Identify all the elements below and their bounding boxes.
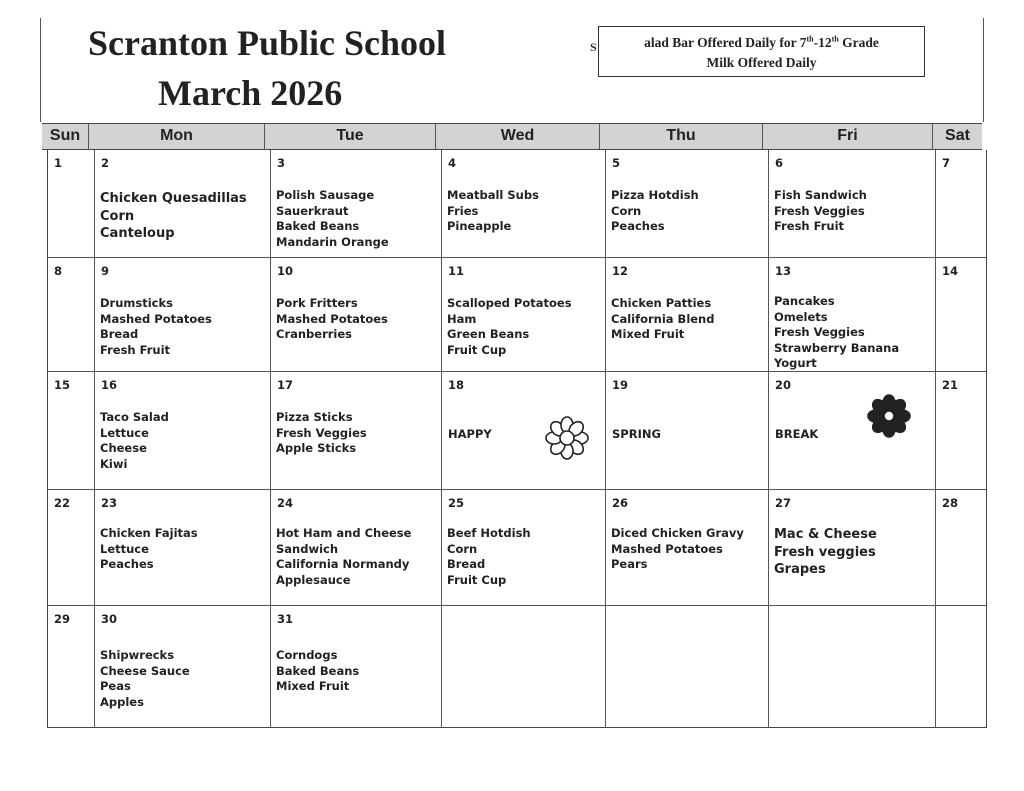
menu-list bbox=[276, 410, 438, 457]
day-cell bbox=[935, 258, 988, 371]
menu-item: Polish Sausage bbox=[276, 188, 375, 202]
month-title: March 2026 bbox=[158, 73, 343, 113]
day-number: 22 bbox=[54, 496, 71, 510]
week-row bbox=[48, 490, 986, 606]
menu-item: Mixed Fruit bbox=[611, 327, 685, 341]
menu-item: Meatball Subs bbox=[447, 188, 539, 202]
menu-item: Diced Chicken Gravy bbox=[611, 526, 744, 540]
weekday-fri: Fri bbox=[762, 124, 932, 149]
menu-item: Cheese bbox=[100, 441, 147, 455]
day-number: 6 bbox=[775, 156, 784, 170]
menu-list bbox=[611, 526, 765, 573]
menu-item: Apples bbox=[100, 694, 144, 709]
menu-item: California Blend bbox=[611, 311, 715, 326]
menu-item: Pizza Hotdish bbox=[611, 188, 699, 202]
menu-item: Fresh Veggies bbox=[774, 325, 865, 339]
day-cell bbox=[94, 150, 270, 257]
menu-item: Mashed Potatoes bbox=[276, 311, 388, 326]
menu-item: Fresh Fruit bbox=[100, 342, 171, 357]
day-cell bbox=[48, 372, 94, 489]
day-cell bbox=[441, 606, 605, 728]
menu-item: Sauerkraut bbox=[276, 203, 349, 218]
day-number: 29 bbox=[54, 612, 71, 626]
day-cell bbox=[48, 606, 94, 728]
day-cell bbox=[270, 150, 441, 257]
day-number: 3 bbox=[277, 156, 286, 170]
menu-item: Fresh Fruit bbox=[774, 219, 845, 233]
weekday-header-row bbox=[42, 123, 982, 150]
menu-list bbox=[774, 526, 932, 579]
menu-list bbox=[611, 296, 765, 343]
day-cell bbox=[768, 372, 935, 489]
weekday-wed: Wed bbox=[435, 124, 599, 149]
day-number: 1 bbox=[54, 156, 63, 170]
menu-item: Lettuce bbox=[100, 425, 149, 440]
holiday-label: HAPPY bbox=[448, 427, 492, 441]
menu-list bbox=[276, 188, 438, 250]
day-number: 28 bbox=[942, 496, 959, 510]
day-cell bbox=[605, 150, 768, 257]
week-row bbox=[48, 372, 986, 490]
menu-item: Chicken Quesadillas bbox=[100, 191, 247, 206]
menu-item: Chicken Fajitas bbox=[100, 526, 198, 540]
menu-item: Hot Ham and Cheese bbox=[276, 526, 412, 540]
menu-item: Baked Beans bbox=[276, 663, 360, 678]
menu-item: Kiwi bbox=[100, 456, 128, 471]
day-cell bbox=[94, 606, 270, 728]
menu-item: Mac & Cheese bbox=[774, 527, 877, 542]
day-number: 30 bbox=[101, 612, 118, 626]
day-cell bbox=[270, 258, 441, 371]
day-cell bbox=[441, 150, 605, 257]
day-cell bbox=[605, 258, 768, 371]
day-number: 9 bbox=[101, 264, 110, 278]
day-cell bbox=[94, 258, 270, 371]
menu-item: Apple Sticks bbox=[276, 441, 357, 455]
menu-item: Canteloup bbox=[100, 226, 175, 241]
day-number: 11 bbox=[448, 264, 465, 278]
menu-item: Applesauce bbox=[276, 572, 351, 587]
day-number: 20 bbox=[775, 378, 792, 392]
menu-list bbox=[100, 526, 267, 573]
notice-box bbox=[598, 26, 925, 77]
day-number: 7 bbox=[942, 156, 951, 170]
day-cell bbox=[935, 490, 988, 605]
day-number: 10 bbox=[277, 264, 294, 278]
menu-item: Mandarin Orange bbox=[276, 234, 389, 249]
notice-line-2: Milk Offered Daily bbox=[706, 55, 817, 70]
day-number: 23 bbox=[101, 496, 118, 510]
menu-item: Omelets bbox=[774, 309, 828, 324]
menu-list bbox=[447, 526, 602, 588]
notice-text: alad Bar Offered Daily for 7 bbox=[644, 35, 807, 50]
menu-item: Ham bbox=[447, 311, 477, 326]
day-cell bbox=[270, 372, 441, 489]
flower-outline-icon bbox=[542, 412, 592, 468]
day-cell bbox=[605, 490, 768, 605]
menu-list bbox=[276, 526, 438, 588]
menu-item: Fresh Veggies bbox=[774, 203, 865, 218]
menu-item: Corndogs bbox=[276, 648, 338, 662]
menu-list bbox=[447, 296, 602, 358]
day-cell bbox=[270, 606, 441, 728]
menu-item: Corn bbox=[100, 208, 135, 224]
day-cell bbox=[48, 150, 94, 257]
day-cell bbox=[94, 490, 270, 605]
menu-list bbox=[100, 648, 267, 710]
menu-item: Peaches bbox=[611, 219, 665, 233]
day-cell bbox=[768, 606, 935, 728]
menu-item: Grapes bbox=[774, 562, 826, 577]
day-number: 18 bbox=[448, 378, 465, 392]
day-number: 14 bbox=[942, 264, 959, 278]
menu-item: Strawberry Banana bbox=[774, 340, 900, 355]
day-cell bbox=[270, 490, 441, 605]
weekday-tue: Tue bbox=[264, 124, 435, 149]
menu-item: Peas bbox=[100, 679, 131, 693]
day-number: 27 bbox=[775, 496, 792, 510]
day-number: 5 bbox=[612, 156, 621, 170]
day-number: 31 bbox=[277, 612, 294, 626]
notice-sup: th bbox=[831, 34, 839, 44]
menu-item: Mashed Potatoes bbox=[611, 541, 723, 556]
holiday-label: BREAK bbox=[775, 427, 819, 441]
menu-item: Pork Fritters bbox=[276, 296, 358, 310]
weekday-sat: Sat bbox=[932, 124, 982, 149]
menu-item: Shipwrecks bbox=[100, 648, 175, 662]
menu-list bbox=[774, 188, 932, 235]
weekday-thu: Thu bbox=[599, 124, 762, 149]
day-cell bbox=[935, 150, 988, 257]
day-number: 21 bbox=[942, 378, 959, 392]
day-cell bbox=[768, 150, 935, 257]
menu-item: Cranberries bbox=[276, 327, 353, 341]
stray-letter: S bbox=[590, 40, 597, 54]
menu-item: Yogurt bbox=[774, 356, 817, 370]
weekday-sun: Sun bbox=[49, 127, 81, 144]
day-cell bbox=[48, 490, 94, 605]
day-number: 26 bbox=[612, 496, 629, 510]
day-cell bbox=[441, 258, 605, 371]
holiday-label: SPRING bbox=[612, 427, 661, 441]
menu-item: Taco Salad bbox=[100, 410, 169, 424]
day-cell bbox=[48, 258, 94, 371]
day-cell bbox=[768, 490, 935, 605]
menu-item: Fresh veggies bbox=[774, 544, 876, 560]
week-row bbox=[48, 150, 986, 258]
menu-list bbox=[611, 188, 765, 235]
menu-item: Pineapple bbox=[447, 219, 512, 233]
menu-list bbox=[774, 294, 932, 372]
menu-list bbox=[100, 410, 267, 472]
day-number: 2 bbox=[101, 156, 110, 170]
day-number: 16 bbox=[101, 378, 118, 392]
notice-text: -12 bbox=[813, 35, 832, 50]
menu-item: Fruit Cup bbox=[447, 342, 507, 357]
day-number: 17 bbox=[277, 378, 294, 392]
notice-line-1 bbox=[599, 33, 924, 53]
menu-list bbox=[100, 190, 267, 243]
menu-item: Corn bbox=[611, 203, 642, 218]
day-number: 8 bbox=[54, 264, 63, 278]
menu-list bbox=[100, 296, 267, 358]
notice-text: Grade bbox=[838, 35, 879, 50]
menu-item: Fries bbox=[447, 203, 479, 218]
week-row bbox=[48, 606, 986, 728]
day-cell bbox=[441, 490, 605, 605]
menu-item: Chicken Patties bbox=[611, 296, 712, 310]
day-cell bbox=[768, 258, 935, 371]
menu-item: Mashed Potatoes bbox=[100, 311, 212, 326]
menu-item: Baked Beans bbox=[276, 219, 360, 233]
menu-item: Drumsticks bbox=[100, 296, 173, 310]
notice-sup: th bbox=[806, 34, 814, 44]
menu-item: Pizza Sticks bbox=[276, 410, 353, 424]
menu-item: Corn bbox=[447, 541, 478, 556]
menu-item: Pears bbox=[611, 557, 648, 571]
menu-item: Scalloped Potatoes bbox=[447, 296, 572, 310]
menu-item: Bread bbox=[447, 557, 486, 571]
calendar-grid bbox=[47, 150, 987, 728]
day-number: 25 bbox=[448, 496, 465, 510]
menu-item: Green Beans bbox=[447, 327, 530, 341]
flower-filled-icon bbox=[864, 390, 914, 446]
menu-item: Mixed Fruit bbox=[276, 679, 350, 693]
day-number: 15 bbox=[54, 378, 71, 392]
day-cell bbox=[935, 606, 988, 728]
week-row bbox=[48, 258, 986, 372]
menu-item: Beef Hotdish bbox=[447, 526, 531, 540]
menu-item: Fruit Cup bbox=[447, 572, 507, 587]
menu-list bbox=[276, 296, 438, 343]
weekday-mon: Mon bbox=[88, 124, 264, 149]
day-cell bbox=[94, 372, 270, 489]
menu-list bbox=[447, 188, 602, 235]
day-cell bbox=[605, 372, 768, 489]
menu-item: Pancakes bbox=[774, 294, 835, 308]
day-number: 12 bbox=[612, 264, 629, 278]
menu-item: Fresh Veggies bbox=[276, 425, 367, 440]
menu-item: Fish Sandwich bbox=[774, 188, 867, 202]
menu-item: Lettuce bbox=[100, 541, 149, 556]
menu-list bbox=[276, 648, 438, 695]
menu-item: California Normandy bbox=[276, 557, 410, 571]
day-number: 24 bbox=[277, 496, 294, 510]
day-cell bbox=[441, 372, 605, 489]
menu-item: Sandwich bbox=[276, 541, 339, 556]
menu-item: Peaches bbox=[100, 557, 154, 571]
school-title: Scranton Public School bbox=[88, 23, 447, 63]
day-cell bbox=[935, 372, 988, 489]
day-number: 13 bbox=[775, 264, 792, 278]
menu-item: Bread bbox=[100, 327, 139, 341]
menu-item: Cheese Sauce bbox=[100, 663, 190, 678]
day-number: 4 bbox=[448, 156, 457, 170]
day-number: 19 bbox=[612, 378, 629, 392]
day-cell bbox=[605, 606, 768, 728]
